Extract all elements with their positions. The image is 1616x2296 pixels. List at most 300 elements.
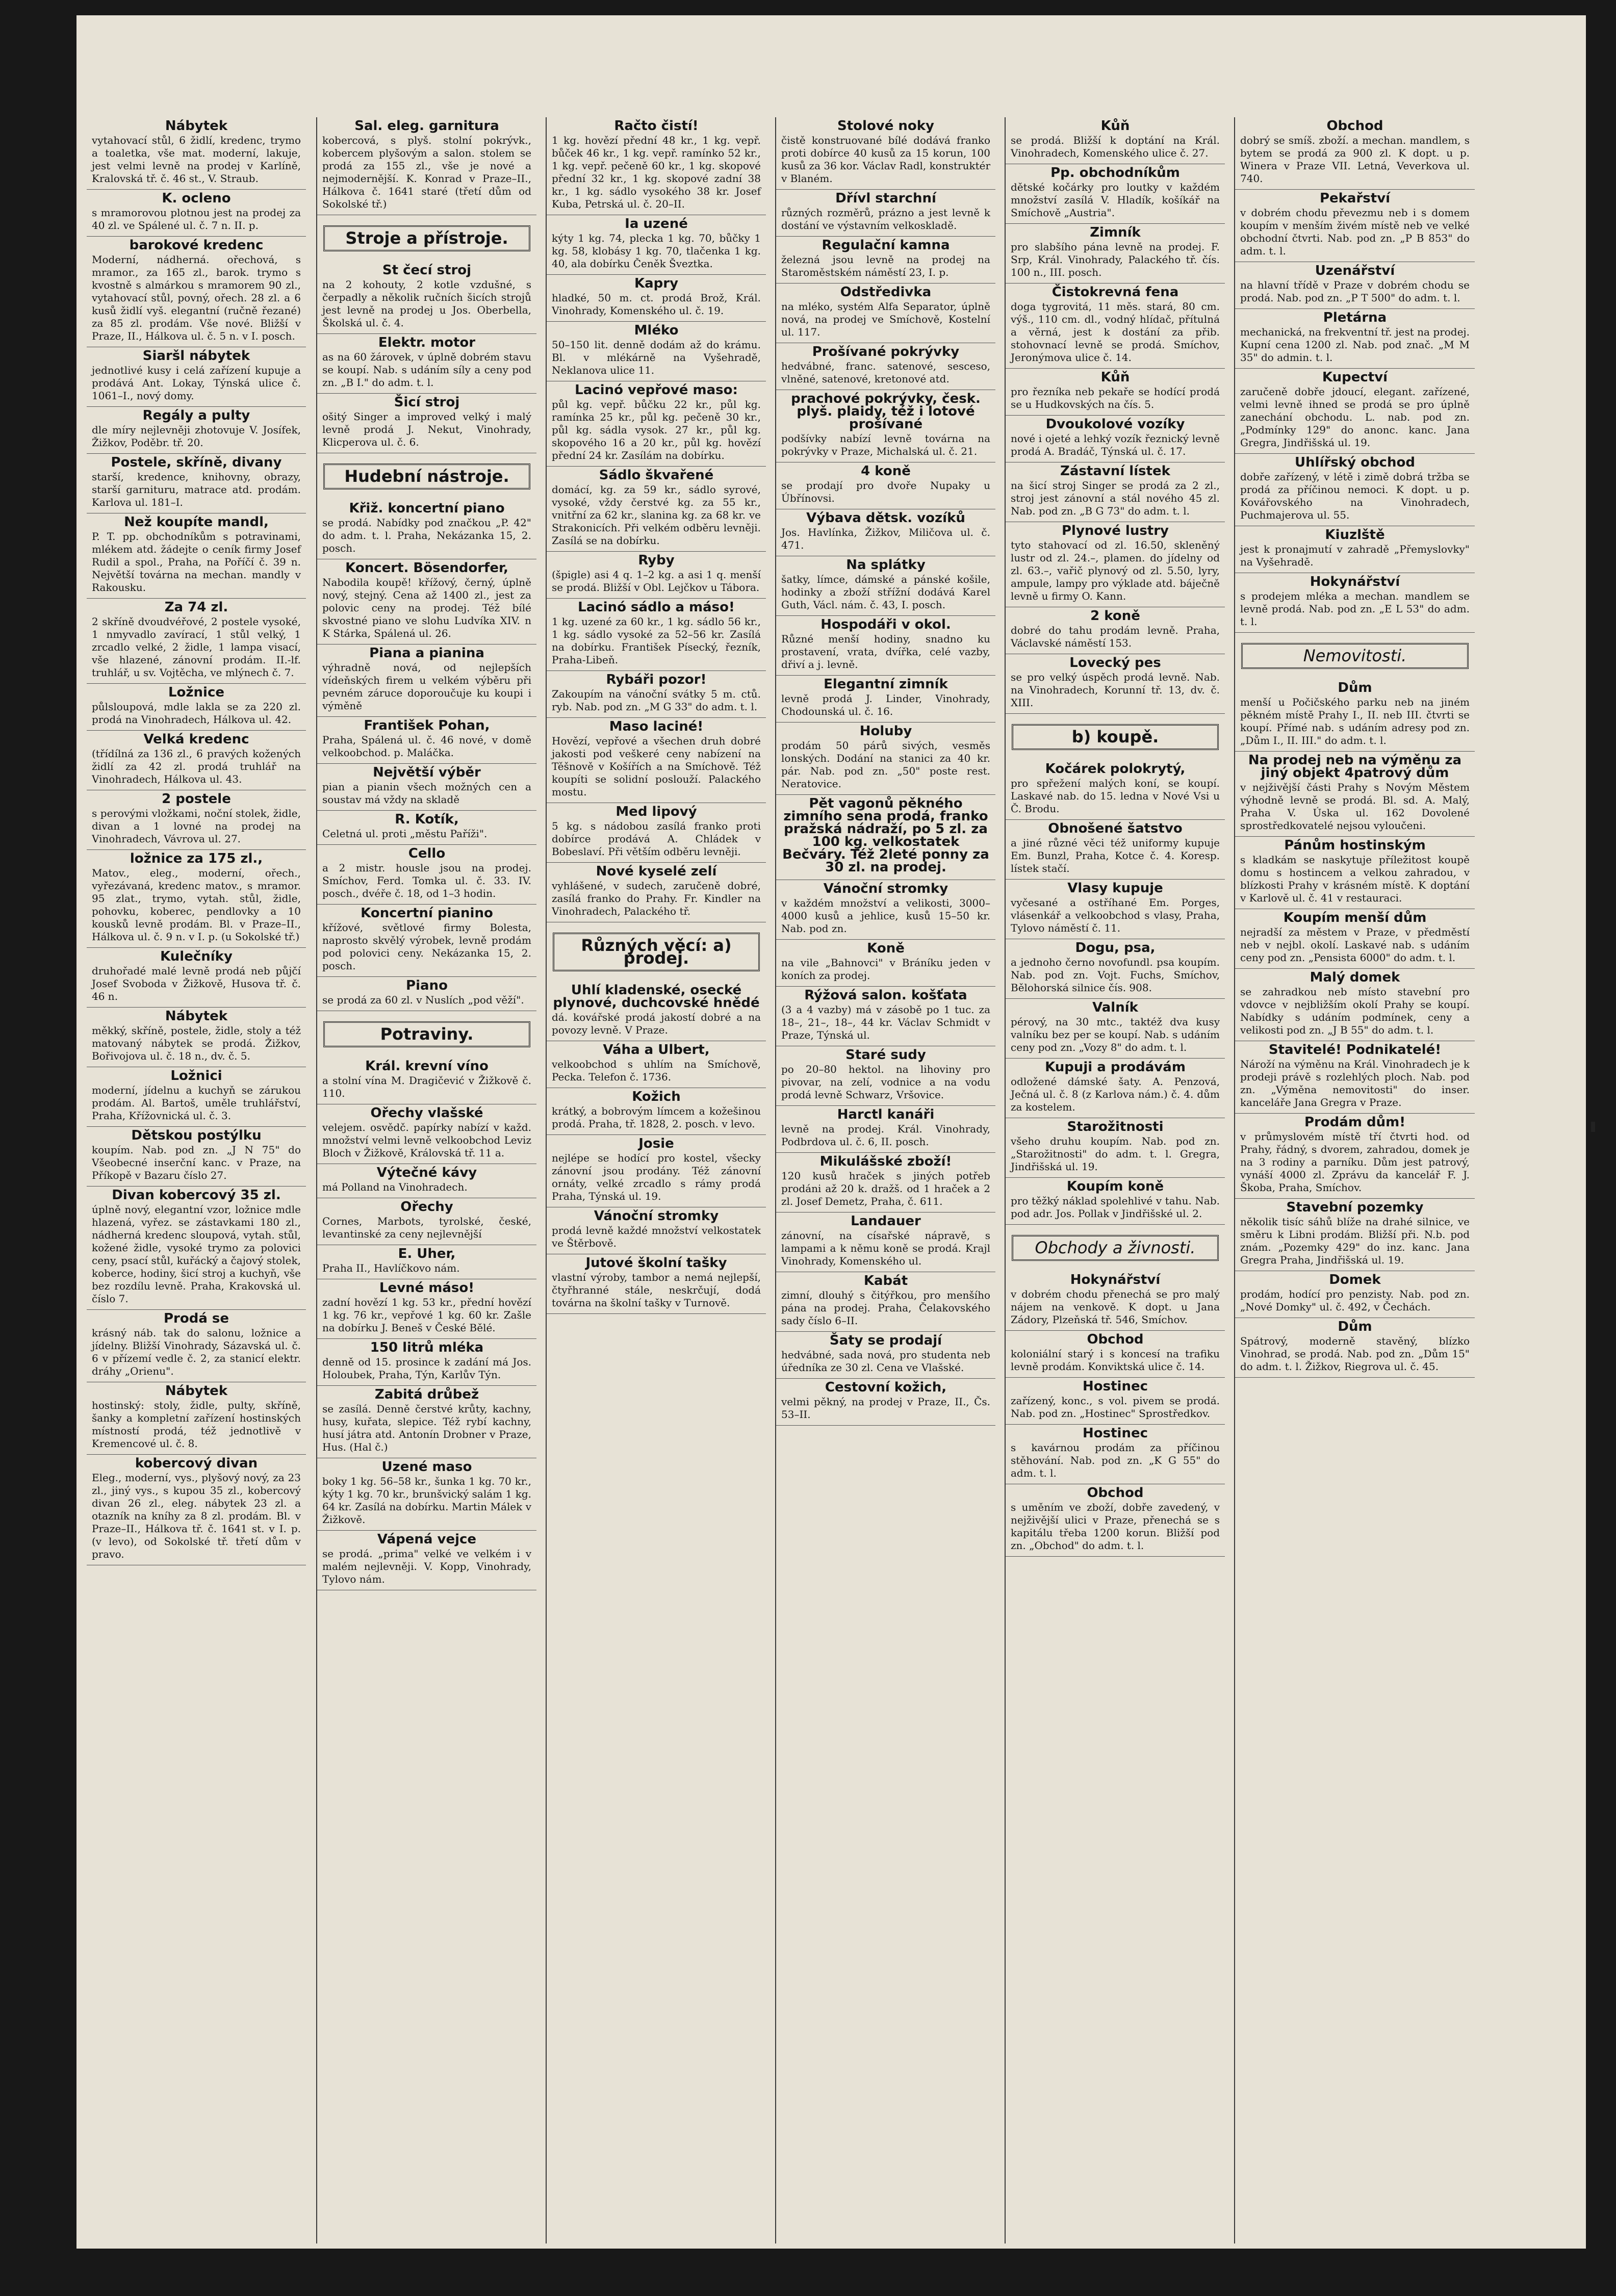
ad-text: a stolní vína M. Dragičević v Žižkově č. 110.	[322, 1074, 531, 1099]
ad-text: hedvábné, franc. satenové, sesceso, vlněné, satenové, kretonové atd.	[781, 360, 990, 385]
classified-ad	[1006, 283, 1225, 369]
ad-text: 120 kusů hraček s jiných potřeb prodáni až 20 k. dražš. od 1 hraček a 2 zl. Josef Demetz, Praha, č. 611.	[781, 1170, 990, 1207]
column-2	[316, 117, 536, 2243]
classified-ad	[317, 977, 536, 1011]
ad-heading: 4 koně	[861, 463, 911, 479]
ad-heading: Nábytek	[165, 1383, 228, 1399]
ad-heading: Valník	[1092, 1000, 1138, 1015]
classified-ad	[317, 559, 536, 644]
ad-heading: Koupím koně	[1066, 1179, 1164, 1194]
ad-heading: Kočárek polokrytý,	[1045, 761, 1186, 777]
ad-heading: Zástavní lístek	[1060, 463, 1170, 479]
column-3	[546, 117, 766, 2243]
ad-heading: Prodám dům!	[1304, 1115, 1406, 1130]
classified-ad	[87, 454, 306, 513]
ad-text: levně na prodej. Král. Vinohrady, Podbrdova ul. č. 6, II. posch.	[781, 1123, 990, 1148]
ad-text: čistě konstruované bílé dodává franko proti dobírce 40 kusů za 15 korun, 100 kusů za 36 kor. Václav Radl, konstruktér v Blaném.	[781, 134, 990, 185]
classified-ad	[776, 390, 995, 462]
classified-ad	[1006, 1271, 1225, 1331]
ad-text: se prodají pro dvoře Nupaky u Úbřínovsi.	[781, 479, 990, 504]
ad-text: mechanická, na frekventní tř. jest na prodej. Kupní cena 1200 zl. Nab. pod znač. „M M 35" do admin. t. l.	[1240, 326, 1470, 364]
ad-heading: Křiž. koncertní piano	[349, 501, 505, 516]
ad-text: v dobrém chodu převezmu neb i s domem koupím v menším živém místě neb ve velké obchodní čtvrti. Nab. pod zn. „P B 853" do adm. t. l.	[1240, 207, 1470, 257]
classified-ad	[547, 552, 766, 599]
classified-ad	[87, 684, 306, 731]
ad-heading: Kůň	[1100, 118, 1130, 134]
ad-heading: Obnošené šatstvo	[1048, 821, 1183, 836]
ad-heading: Dětskou postýlku	[131, 1128, 262, 1143]
classified-ad	[1006, 164, 1225, 224]
ad-heading: Obchod	[1087, 1332, 1144, 1347]
ad-heading: Prodá se	[163, 1311, 229, 1326]
classified-ad	[776, 556, 995, 616]
ad-heading: Šicí stroj	[394, 395, 460, 410]
ad-heading: Zabitá drůbež	[374, 1387, 479, 1402]
ad-text: se zasílá. Denně čerstvé krůty, kachny, husy, kuřata, slepice. Též rybí kachny, husí játra atd. Antonín Drobner v Praze, Hus. (Hal č.)	[322, 1403, 531, 1453]
classified-ad	[1235, 909, 1475, 969]
ad-text: několik tisíc sáhů blíže na drahé silnice, ve směru k Libni prodám. Bližší při. N.b. pod znám. „Pozemky 429" do inz. kanc. Jana Gregra Praha, Jindřišská ul. 19.	[1240, 1216, 1470, 1266]
ad-heading: Nábytek	[165, 1009, 228, 1024]
classified-ad	[1006, 1178, 1225, 1225]
classified-ad	[1006, 1331, 1225, 1378]
classified-ad	[87, 731, 306, 790]
classified-ad	[317, 717, 536, 764]
ad-text: dobrý se smíš. zboží. a mechan. mandlem, s bytem se prodá za 900 zl. K dopt. u p. Winera v Praze VII. Letná, Veverkova ul. 740.	[1240, 134, 1470, 185]
ad-heading: Král. krevní víno	[365, 1059, 489, 1074]
ad-text: Praha, Spálená ul. č. 46 nové, v domě velkoobchod. p. Maláčka.	[322, 734, 531, 759]
classified-ad	[87, 347, 306, 407]
ad-text: vytahovací stůl, 6 židlí, kredenc, trymo a toaletka, vše mat. moderní, lakuje, jest velmi levně na prodej v Karlíně, Kralovská tř. č. 46 st., V. Straub.	[92, 134, 301, 185]
ad-text: dobré do tahu prodám levně. Praha, Václavské náměstí 153.	[1011, 624, 1220, 649]
classified-ad	[547, 1135, 766, 1207]
ad-heading: Největší výběr	[373, 765, 481, 780]
ad-heading: Vápená vejce	[377, 1532, 477, 1547]
ad-heading: Vánoční stromky	[594, 1208, 719, 1224]
ad-heading: Lacinó sádlo a máso!	[578, 600, 735, 615]
classified-ad	[317, 1386, 536, 1458]
ad-text: úplně nový, elegantní vzor, ložnice mdle hlazená, vyřez. se zástavkami 180 zl., nádherná kredenc sloupová, vytah. stůl, kožené židle, vysoké trymo za polovici ceny, psací stůl, kuřácký a čajový stolek, koberce, hodiny, šicí stroj a kuchyň, vše bez rozdílu levně. Praha, Krakovská ul. číslo 7.	[92, 1203, 301, 1305]
ad-text: na šicí stroj Singer se prodá za 2 zl., stroj jest zánovní a stál nového 45 zl. Nab. pod zn. „B G 73" do adm. t. l.	[1011, 479, 1220, 517]
classified-ad	[776, 616, 995, 676]
ad-text: na hlavní třídě v Praze v dobrém chodu se prodá. Nab. pod zn. „P T 500" do adm. t. l.	[1240, 279, 1470, 304]
ad-heading: Pletárna	[1323, 310, 1387, 325]
ad-text: menší u Počičského parku neb na jiném pěkném místě Prahy I., II. neb III. čtvrti se koupí. Přímé nab. s udáním adresy pod zn. „Dům I., II. III." do adm. t. l.	[1240, 696, 1470, 746]
ad-text: a jednoho černo novofundl. psa koupím. Nab. pod zn. Vojt. Fuchs, Smíchov, Bělohorská silnice čís. 908.	[1011, 956, 1220, 994]
classified-ad	[87, 790, 306, 850]
ad-text: v průmyslovém místě tří čtvrti hod. od Prahy, řádný, s dvorem, zahradou, domek je na 3 rodiny a parníku. Dům jest patrový, vynáší 4000 zl. Zprávu da kancelář F. J. Škoba, Praha, Smíchov.	[1240, 1130, 1470, 1194]
section-heading: Obchody a živnosti.	[1012, 1235, 1219, 1261]
ad-text: dle míry nejlevněji zhotovuje V. Josífek, Žižkov, Poděbr. tř. 20.	[92, 424, 301, 449]
ad-heading: prachové pokrývky, česk. plyš. plaidy, též i lotové prošívané	[791, 391, 981, 432]
ad-text: s perovými vložkami, noční stolek, židle, divan a 1 lovné na prodej na Vinohradech, Vávrova ul. 27.	[92, 807, 301, 845]
ad-heading: Koupím menší dům	[1283, 910, 1427, 925]
classified-ad	[87, 117, 306, 190]
ad-text: Zakoupím na vánoční svátky 5 m. ctů. ryb. Nab. pod zn. „M G 33" do adm. t. l.	[552, 688, 761, 713]
ad-text: nejlépe se hodící pro kostel, všecky zánovní jsou prodány. Též zánovní ornáty, velké zrcadlo s rámy prodá Praha, Týnská ul. 19.	[552, 1152, 761, 1202]
classified-ad	[317, 1458, 536, 1531]
column-4	[775, 117, 995, 2243]
classified-ad	[1235, 1041, 1475, 1114]
classified-ad	[317, 1245, 536, 1279]
ad-heading: Rybáři pozor!	[606, 672, 707, 687]
ad-text: měkký, skříně, postele, židle, stoly a též matovaný nábytek se prodá. Žižkov, Bořivojova ul. č. 18 n., dv. č. 5.	[92, 1024, 301, 1062]
ad-text: se zahradkou neb místo stavební pro vdovce v nejbližším okolí Prahy se koupí. Nabídky s udáním podmínek, ceny a velikosti pod zn. „J B 55" do adm. t. l.	[1240, 986, 1470, 1036]
ad-heading: Kupectví	[1322, 370, 1388, 385]
ad-text: Praha II., Havlíčkovo nám.	[322, 1262, 460, 1274]
ad-text: zimní, dlouhý s čitýřkou, pro menšího pána na prodej. Praha, Čelakovského sady číslo 6–II.	[781, 1289, 990, 1327]
section-heading: Různých věcí: a) prodej.	[553, 933, 760, 971]
ad-text: Nabodila koupě! křížový, černý, úplně nový, stejný. Cena až 1400 zl., jest za polovic ceny na prodej. Též bílé skvostné piano ve slohu Ludvíka XIV. n K Stárka, Spálená ul. 26.	[322, 576, 531, 639]
ad-text: Matov., eleg., moderní, ořech., vyřezávaná, kredenc matov., s mramor. 95 zlat., trymo, vytah. stůl, židle, pohovku, koberec, pendlovky a 10 kousků levně prodám. Bl. v Praze–II., Hálkova ul. č. 9 n. v I. p. (u Sokolské tř.)	[92, 867, 301, 943]
classified-ad	[776, 1153, 995, 1213]
ad-heading: Ořechy	[400, 1199, 453, 1215]
ad-text: dá. kovářské prodá jakostí dobré a na povozy levně. V Praze.	[552, 1011, 761, 1036]
ad-heading: Plynové lustry	[1061, 523, 1169, 538]
classified-ad	[1235, 454, 1475, 526]
ad-text: na mléko, systém Alfa Separator, úplně nová, na prodej ve Smíchově, Kostelní ul. 117.	[781, 300, 990, 338]
ad-text: s prodejem mléka a mechan. mandlem se levně prodá. Nab. pod zn. „E L 53" do adm. t. l.	[1240, 590, 1470, 628]
ad-text: výhradně nová, od nejlepších vídeňských firem u velkém výběru při pevném záruce doporoučuje ku koupi i výměně	[322, 661, 531, 712]
ad-heading: R. Kotík,	[395, 812, 459, 827]
ad-text: v dobrém chodu přenechá se pro malý nájem na venkově. K dopt. u Jana Zádory, Plzeňská tř. 546, Smíchov.	[1011, 1288, 1220, 1326]
classified-ad	[317, 1531, 536, 1590]
classified-ad	[1006, 760, 1225, 820]
classified-ad	[1006, 462, 1225, 522]
ad-text: má Polland na Vinohradech.	[322, 1181, 468, 1193]
ad-text: v nejživější části Prahy s Novým Městem výhodně levně se prodá. Bl. sd. A. Malý, Praha V. Úska ul. 162 Dovolené sprostředkovatelé nejsou vyloučeni.	[1240, 781, 1470, 832]
classified-ad	[1235, 117, 1475, 190]
classified-ad	[317, 764, 536, 811]
ad-text: pian a pianin všech možných cen a soustav má vždy na skladě	[322, 781, 531, 806]
ad-text: půl kg. vepř. bůčku 22 kr., půl kg. ramínka 25 kr., půl kg. pečeně 30 kr., půl kg. sádla vysok. 27 kr., půl kg. skopového 16 a 20 kr., půl kg. hovězí přední 24 kr. Zasílám na dobírku.	[552, 398, 761, 461]
ad-heading: Cestovní kožich,	[825, 1380, 947, 1395]
ad-heading: Váha a Ulbert,	[603, 1042, 710, 1057]
ad-heading: František Pohan,	[364, 718, 490, 733]
ad-text: as na 60 žárovek, v úplně dobrém stavu se koupí. Nab. s udáním síly a ceny pod zn. „B I." do adm. t. l.	[322, 351, 531, 389]
ad-heading: Kulečníky	[160, 949, 233, 964]
classified-ad	[1006, 1425, 1225, 1484]
classified-ad	[776, 880, 995, 940]
ad-text: ošitý Singer a improved velký i malý levně prodá J. Nekut, Vinohrady, Klicperova ul. č. 6.	[322, 410, 531, 448]
ad-heading: Harctl kanáři	[837, 1107, 935, 1122]
column-6	[1234, 117, 1475, 2243]
ad-text: se prodá. Bližší k doptání na Král. Vinohradech, Komenského ulice č. 27.	[1011, 134, 1220, 159]
ad-heading: Kiuzlště	[1325, 527, 1385, 543]
classified-ad	[776, 283, 995, 343]
ad-text: kýty 1 kg. 74, plecka 1 kg. 70, bůčky 1 kg. 58, klobásy 1 kg. 70, tlačenka 1 kg. 40, ala dobírku Čeněk Šveztka.	[552, 232, 761, 270]
ad-heading: Lovecký pes	[1069, 655, 1161, 670]
ad-heading: Dům	[1338, 1319, 1372, 1334]
ad-heading: Josie	[638, 1136, 674, 1151]
classified-ad	[1006, 880, 1225, 939]
ad-text: 1 kg. hovězí přední 48 kr., 1 kg. vepř. bůček 46 kr., 1 kg. vepř. ramínko 52 kr., 1 kg. vepř. pečeně 60 kr., 1 kg. skopové přední 32 kr., 1 kg. skopové zadní 38 kr., 1 kg. sádlo vysokého 38 kr. Josef Kuba, Petrská ul. č. 20–II.	[552, 134, 761, 210]
ad-text: šatky, límce, dámské a pánské košile, hodinky a zboží střížní dodává Karel Guth, Václ. nám. č. 43, I. posch.	[781, 573, 990, 611]
ad-heading: Na prodej neb na výměnu za jiný objekt 4patrový dům	[1248, 753, 1462, 781]
ad-text: půlsloupová, mdle lakla se za 220 zl. prodá na Vinohradech, Hálkova ul. 42.	[92, 701, 301, 726]
classified-ad	[547, 1041, 766, 1088]
ad-text: doga tygrovitá, 11 měs. stará, 80 cm. výš., 110 cm. dl., vodný hlídač, přítulná a věrná, jest k dostání za přib. stohovnací levně se prodá. Smíchov, Jeronýmova ulice č. 14.	[1011, 300, 1220, 364]
classified-ad	[1235, 752, 1475, 837]
ad-heading: Vánoční stromky	[823, 881, 948, 896]
ad-heading: K. ocleno	[162, 191, 231, 206]
ad-heading: Hospodáři v okol.	[820, 617, 951, 632]
classified-ad	[87, 513, 306, 599]
ad-text: na vile „Bahnovci" v Bráníku jeden v koních za prodej.	[781, 957, 990, 982]
classified-ad	[1006, 416, 1225, 462]
classified-ad	[547, 1088, 766, 1135]
ad-heading: Račto čistí!	[614, 118, 699, 134]
ad-text: jednotlivé kusy i celá zařízení kupuje a prodává Ant. Lokay, Týnská ulice č. 1061–I., nový domy.	[92, 364, 301, 402]
classified-ad	[1006, 939, 1225, 999]
classified-ad	[317, 262, 536, 334]
classified-ad	[1006, 654, 1225, 714]
ad-text: Eleg., moderní, vys., plyšový nový, za 23 zl., jiný vys., s kupou 35 zl., kobercový divan 26 zl., eleg. nábytek 23 zl. a otazník na kníhy za 8 zl. prodám. Bl. v Praze–II., Hálkova tř. č. 1641 st. v I. p. (v levo), od Sokolské tř. třetí dům v pravo.	[92, 1472, 301, 1560]
classified-ad	[547, 863, 766, 922]
ad-text: pro spřežení malých koní, se koupí. Laskavé nab. do 15. ledna v Nové Vsi u Č. Brodu.	[1011, 777, 1220, 815]
ad-heading: Regály a pulty	[142, 408, 250, 423]
ad-text: moderní, jídelnu a kuchyň se zárukou prodám. Al. Bartoš, uměle truhlářství, Praha, Křížovnická ul. č. 3.	[92, 1084, 301, 1122]
ad-text: s mramorovou plotnou jest na prodej za 40 zl. ve Spálené ul. č. 7 n. II. p.	[92, 207, 301, 231]
classified-ad	[317, 1164, 536, 1198]
ad-heading: Postele, skříně, divany	[111, 455, 282, 470]
classified-ad	[547, 1254, 766, 1314]
ad-text: a 2 mistr. housle jsou na prodej. Smíchov, Ferd. Tomka ul. č. 33. IV. posch., dvéře č. 18, od 1–3 hodin.	[322, 862, 531, 899]
classified-ad	[776, 509, 995, 556]
ad-text: Hovězí, vepřové a všechen druh dobré jakosti pod veškeré ceny nabízení na Těšnově v Košířích a na Smíchově. Též koupíti se solidní poslouží. Palackého mostu.	[552, 735, 761, 798]
ad-text: Nároží na výměnu na Král. Vinohradech je k prodeji právě s rozlehlých ploch. Nab. pod zn. „Výměna nemovitosti" do inser. kanceláře Jana Gregra v Praze.	[1240, 1058, 1470, 1108]
classified-ad	[1235, 573, 1475, 633]
ad-heading: Regulační kamna	[822, 238, 950, 253]
ad-text: se prodá. „prima" velké ve velkém i v malém nejlevněji. V. Kopp, Vinohrady, Tylovo nám.	[322, 1547, 531, 1585]
ad-heading: Pekařství	[1319, 191, 1391, 206]
ad-heading: Ořechy vlašské	[370, 1105, 483, 1121]
classified-ad	[1235, 837, 1475, 909]
classified-ad	[1235, 526, 1475, 573]
classified-ad	[547, 467, 766, 552]
ad-heading: Mikulášské zboží!	[819, 1154, 952, 1169]
classified-ad	[317, 644, 536, 717]
ad-heading: Koncert. Bösendorfer,	[345, 560, 508, 576]
ad-heading: barokové kredenc	[129, 238, 264, 253]
ad-text: (třídílná za 136 zl., 6 pravých kožených židlí za 42 zl. prodá truhlář na Vinohradech, Hálkova ul. 43.	[92, 747, 301, 785]
ad-heading: Lacinó vepřové maso:	[575, 382, 738, 398]
ad-text: se pro velký úspěch prodá levně. Nab. na Vinohradech, Korunní tř. 13, dv. č. XIII.	[1011, 671, 1220, 709]
ad-text: vyčesané a ostříhané Em. Porges, vlásenkář a velkoobchod s vlasy, Praha, Tylovo náměstí č. 11.	[1011, 896, 1220, 934]
ad-text: Cornes, Marbots, tyrolské, české, levantinské za ceny nejlevnější	[322, 1215, 531, 1240]
classified-ad	[776, 117, 995, 190]
ad-heading: Dům	[1338, 680, 1372, 695]
classified-ad	[776, 1332, 995, 1379]
classified-ad	[776, 987, 995, 1046]
classified-ad	[317, 1198, 536, 1245]
ad-heading: Dogu, psa,	[1075, 940, 1156, 956]
ad-text: pro řezníka neb pekaře se hodící prodá se u Hudkovských na čís. 5.	[1011, 385, 1220, 410]
classified-ad	[547, 599, 766, 671]
ad-heading: Dřívl starchní	[835, 191, 936, 206]
ad-heading: Divan kobercový 35 zl.	[112, 1188, 281, 1203]
ad-text: křížové, světlové firmy Bolesta, naprosto skvělý výrobek, levně prodám pod polovici ceny. Nekázanka 15, 2. posch.	[322, 921, 531, 972]
ad-heading: Piano	[406, 978, 448, 993]
classified-ad	[87, 237, 306, 347]
ad-text: 1 kg. uzené za 60 kr., 1 kg. sádlo 56 kr., 1 kg. sádlo vysoké za 52–56 kr. Zasílá na dobírku. František Písecký, řezník, Praha-Libeň.	[552, 615, 761, 666]
classified-ad	[317, 500, 536, 559]
ad-text: velmi pěkný, na prodej v Praze, II., Čs. 53–II.	[781, 1396, 990, 1421]
classified-ad	[547, 381, 766, 467]
classified-ad	[1235, 1199, 1475, 1271]
classified-ad	[87, 407, 306, 454]
classified-ad	[317, 811, 536, 845]
ad-text: druhořadé malé levně prodá neb půjčí Josef Svoboda v Žižkově, Husova tř. č. 46 n.	[92, 965, 301, 1002]
classified-ad	[317, 334, 536, 394]
ad-text: Celetná ul. proti „městu Paříži".	[322, 828, 488, 840]
ad-heading: Ložnici	[170, 1068, 222, 1083]
ad-text: velejem. osvědč. papírky nabízí v každ. množství velmi levně velkoobchod Leviz Bloch v Žižkově, Královská tř. 11 a.	[322, 1121, 531, 1159]
ad-text: (3 a 4 vazby) má v zásobě po 1 tuc. za 18–, 21–, 18–, 44 kr. Václav Schmidt v Praze, Týnská ul.	[781, 1003, 990, 1041]
ad-heading: Ložnice	[168, 685, 225, 700]
ad-heading: Výbava dětsk. vozíků	[806, 510, 965, 526]
ad-heading: Výtečné kávy	[376, 1165, 477, 1180]
ad-heading: Odstředivka	[840, 285, 932, 300]
ad-text: Moderní, nádherná. ořechová, s mramor., za 165 zl., barok. trymo s kvostně s almárkou s mramorem 90 zl., vytahovací stůl, povný, ořech. 28 zl. a 6 kusů židlí vyš. elegantní (ručně řezané) za 85 zl. prodám. Vše nové. Bližší v Praze, II., Hálkova ul. č. 5 n. v I. posch.	[92, 253, 301, 342]
ad-text: hladké, 50 m. ct. prodá Brož, Král. Vinohrady, Komenského ul. č. 19.	[552, 292, 761, 317]
ad-heading: Mléko	[634, 323, 679, 338]
classified-ad	[547, 215, 766, 275]
classified-ad	[87, 1310, 306, 1382]
ad-heading: 2 koně	[1090, 608, 1140, 624]
classified-ad	[1006, 1118, 1225, 1178]
classified-ad	[87, 850, 306, 948]
classified-ad	[317, 845, 536, 905]
ad-heading: Ryby	[638, 553, 675, 568]
ad-text: zadní hovězí 1 kg. 53 kr., přední hovězí 1 kg. 76 kr., vepřové 1 kg. 60 kr. Zašle na dobírku J. Beneš v České Bělé.	[322, 1296, 531, 1334]
ad-text: Různé menší hodiny, snadno ku prostavení, vrata, dvířka, celé vazby, dřiví a j. levně.	[781, 633, 990, 670]
ad-text: Spátrový, moderně stavěný, blízko Vinohrad, se prodá. Nab. pod zn. „Dům 15" do adm. t. l. Žižkov, Riegrova ul. č. 45.	[1240, 1335, 1470, 1373]
classified-ad	[1235, 1114, 1475, 1199]
classified-ad	[776, 1106, 995, 1153]
ad-text: domácí, kg. za 59 kr., sádlo syrové, vysoké, vždy čerstvé kg. za 55 kr., vnitřní za 62 kr., slanina kg. za 68 kr. ve Strakonicích. Při velkém odběru levněji. Zasílá se na dobírku.	[552, 483, 761, 547]
ad-heading: Hostinec	[1083, 1379, 1148, 1394]
classified-ad	[1235, 1318, 1475, 1378]
ad-heading: Maso laciné!	[609, 719, 704, 734]
column-1	[87, 117, 306, 2243]
ad-text: krásný náb. tak do salonu, ložnice a jídelny. Bližší Vinohrady, Sázavská ul. č. 6 v přízemí vedle č. 2, za stanicí elektr. dráhy „Orienu".	[92, 1327, 301, 1377]
classified-ad	[776, 1272, 995, 1332]
classified-ad	[317, 1057, 536, 1104]
ad-heading: Než koupíte mandl,	[124, 514, 269, 530]
ad-text: P. T. pp. obchodníkům s potravinami, mlékem atd. žádejte o ceník firmy Josef Rudil a spol., Praha, na Poříčí č. 39 n. Největší továrna na mechan. mandly v Rakousku.	[92, 530, 301, 594]
classified-ad	[776, 1046, 995, 1106]
ad-heading: Elektr. motor	[378, 335, 476, 350]
ad-heading: Pp. obchodníkům	[1050, 165, 1180, 180]
ad-text: 50–150 lit. denně dodám až do krámu. Bl. v mlékárně na Vyšehradě, Neklanova ulice 11.	[552, 339, 761, 376]
ad-heading: Pánům hostinským	[1284, 838, 1426, 853]
ad-heading: Rýžová salon. košťata	[804, 988, 967, 1003]
ad-heading: Koncertní pianino	[361, 906, 493, 921]
ad-heading: Kapry	[634, 276, 679, 291]
ad-heading: Stavitelé! Podnikatelé!	[1268, 1042, 1442, 1057]
ad-text: pro slabšího pána levně na prodej. F. Srp, Král. Vinohrady, Palackého tř. čís. 100 n., III. posch.	[1011, 241, 1220, 278]
classified-ad	[547, 1207, 766, 1254]
ad-heading: Čistokrevná fena	[1051, 285, 1179, 300]
classified-ad	[87, 1008, 306, 1067]
ad-text: různých rozměrů, prázno a jest levně k dostání ve výstavním velkoskladě.	[781, 207, 990, 231]
ad-heading: Domek	[1329, 1272, 1381, 1287]
classified-ad	[1006, 999, 1225, 1059]
ad-heading: Kabát	[863, 1273, 908, 1288]
classified-ad	[317, 117, 536, 215]
ad-text: denně od 15. prosince k zadání má Jos. Holoubek, Praha, Týn, Karlův Týn.	[322, 1356, 531, 1381]
classified-ad	[1235, 190, 1475, 262]
ad-heading: Uzenářství	[1315, 263, 1395, 278]
ad-text: se prodá za 60 zl. v Nuslích „pod věží".	[322, 994, 524, 1006]
ad-heading: Na splátky	[846, 557, 926, 573]
ad-heading: Obchod	[1326, 118, 1383, 134]
ad-heading: Kožich	[632, 1089, 681, 1104]
ad-text: s kavárnou prodám za příčinou stěhování. Nab. pod zn. „K G 55" do adm. t. l.	[1011, 1441, 1220, 1479]
ad-text: se prodá. Nabídky pod značkou „P. 42" do adm. t. l. Praha, Nekázanka 15, 2. posch.	[322, 517, 531, 554]
ad-heading: Koně	[867, 941, 905, 956]
classified-ad	[1235, 309, 1475, 369]
ad-text: s kladkám se naskytuje příležitost koupě domu s hostincem a velkou zahradou, v blízkosti Prahy v krásném místě. K doptání v Karlově ul. č. 41 v restauraci.	[1240, 854, 1470, 904]
classified-ad	[1006, 607, 1225, 654]
ad-text: 5 kg. s nádobou zasílá franko proti dobírce prodává A. Chládek v Bobeslaví. Při větším odběru levněji.	[552, 820, 761, 858]
ad-heading: Šaty se prodají	[829, 1333, 942, 1348]
ad-heading: Velká kredenc	[143, 732, 249, 747]
ad-text: boky 1 kg. 56–58 kr., šunka 1 kg. 70 kr., kýty 1 kg. 70 kr., brunšvický salám 1 kg. 64 kr. Zasílá na dobírku. Martin Málek v Žižkově.	[322, 1475, 531, 1526]
classified-ad	[317, 1104, 536, 1164]
section-heading: Potraviny.	[323, 1021, 530, 1047]
ad-text: starší, kredence, knihovny, obrazy, starší garnituru, matrace atd. prodám. Karlova ul. 181–I.	[92, 471, 301, 508]
ad-text: zaručeně dobře jdoucí, elegant. zařízené, velmi levně ihned se prodá se pro úplně zanechání obchodu. L. nab. pod zn. „Podmínky 129" do anonc. kanc. Jana Gregra, Jindřišská ul. 19.	[1240, 385, 1470, 449]
classified-ad	[547, 718, 766, 803]
classified-ad	[776, 190, 995, 237]
ad-text: koupím. Nab. pod zn. „J N 75" do Všeobecné inserční kanc. v Praze, na Příkopě v Bazaru číslo 27.	[92, 1144, 301, 1181]
section-heading: Nemovitosti.	[1241, 643, 1469, 669]
ad-text: zánovní, na císařské nápravě, s lampami a k němu koně se prodá. Krajl Vinohrady, Komenského ul.	[781, 1229, 990, 1267]
ad-text: tyto stahovací od zl. 16.50, skleněný lustr od zl. 24.–, plamen. do jídelny od zl. 63.–, vařič plynový od zl. 5.50, lyry, ampule, lampy pro výklade atd. báječně levně u firmy O. Kann.	[1011, 539, 1220, 602]
classified-ad	[776, 1213, 995, 1272]
ad-text: železná jsou levně na prodej na Staroměstském náměstí 23, I. p.	[781, 253, 990, 278]
ad-heading: Jutové školní tašky	[585, 1255, 727, 1271]
classified-ad	[547, 322, 766, 381]
ad-text: nové i ojeté a lehký vozík řeznický levně prodá A. Bradáč, Týnská ul. č. 17.	[1011, 432, 1220, 457]
classified-ad	[317, 905, 536, 977]
section-heading: Hudební nástroje.	[323, 463, 530, 489]
classified-ad	[776, 1379, 995, 1426]
ad-text: na 2 kohouty, 2 kotle vzdušné, s čerpadly a několik ručních šicích strojů jest levně na prodej u Jos. Oberbella, Školská ul. č. 4.	[322, 278, 531, 329]
ad-heading: Dvoukolové vozíky	[1045, 417, 1185, 432]
classified-ad	[87, 1067, 306, 1127]
classified-ad	[1235, 969, 1475, 1041]
ad-text: prodám 50 párů sivých, vesměs lonských. Dodání na stanici za 40 kr. pár. Nab. pod zn. „50" poste rest. Neratovice.	[781, 739, 990, 790]
ad-heading: Obchod	[1087, 1485, 1144, 1501]
classified-ad	[87, 190, 306, 237]
classified-ad	[87, 1455, 306, 1565]
classified-ad	[1006, 1059, 1225, 1118]
ad-heading: Uzené maso	[381, 1459, 472, 1475]
ad-heading: Staré sudy	[845, 1047, 926, 1063]
newspaper-page	[76, 15, 1586, 2249]
section-heading: Stroje a přístroje.	[323, 225, 530, 251]
classified-ad	[317, 1279, 536, 1339]
classified-ad	[547, 671, 766, 718]
classified-ad	[1235, 679, 1475, 752]
ad-text: hedvábné, sada nová, pro studenta neb úředníka ze 30 zl. Cena ve Vlašské.	[781, 1349, 990, 1374]
classified-ad	[547, 117, 766, 215]
ad-text: prodám, hodící pro penzisty. Nab. pod zn. „Nové Domky" ul. č. 492, v Čechách.	[1240, 1288, 1470, 1313]
section-heading: b) koupě.	[1012, 724, 1219, 750]
classified-ad	[776, 462, 995, 509]
